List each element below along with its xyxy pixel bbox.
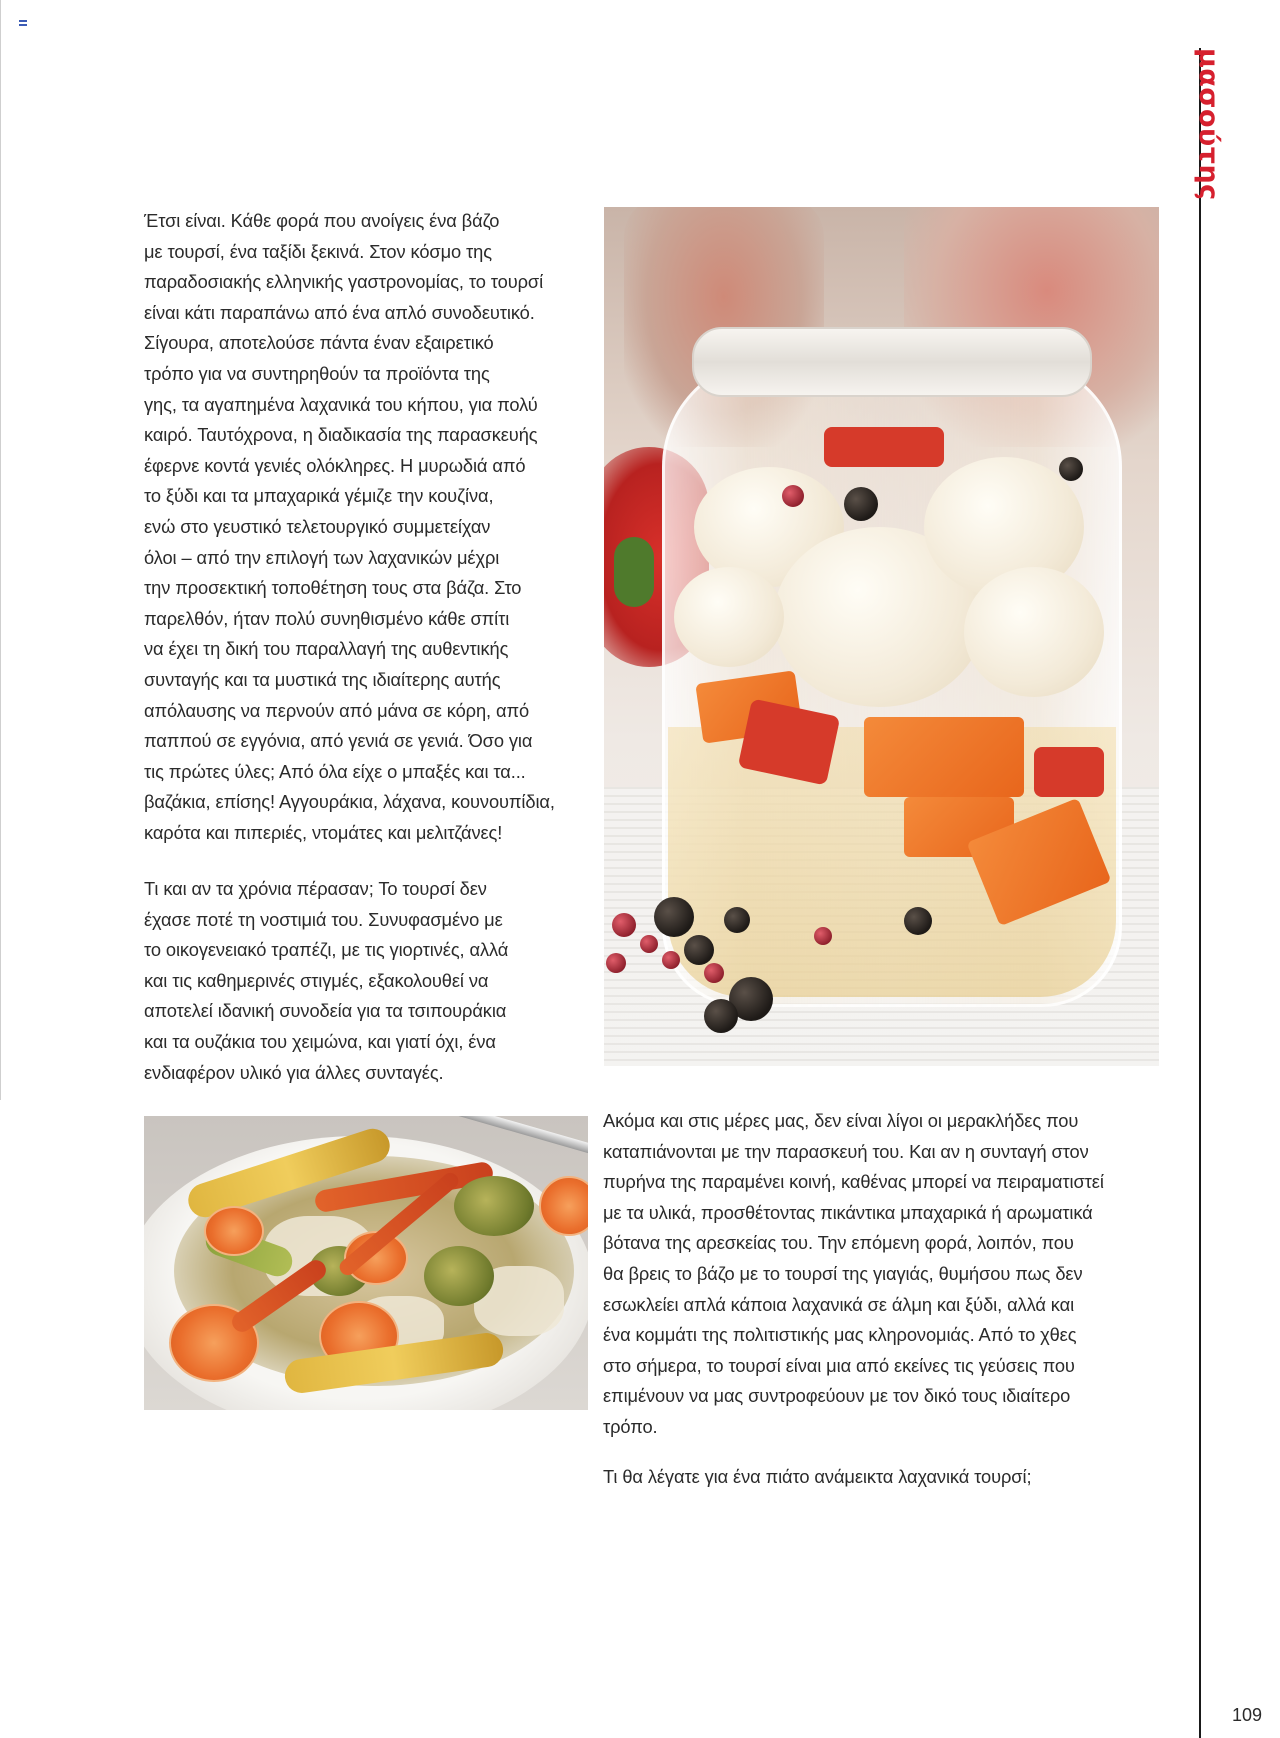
text-line: Έτσι είναι. Κάθε φορά που ανοίγεις ένα βάζο [144, 210, 500, 231]
article-paragraph-4 [603, 1462, 1031, 1493]
text-line: ένα κομμάτι της πολιτιστικής μας κληρονομιάς. Από το χθες [603, 1324, 1077, 1346]
text-line: αποτελεί ιδανική συνοδεία για τα τσιπουράκια [144, 1000, 507, 1022]
text-line: παραδοσιακής ελληνικής γαστρονομίας, το τουρσί [144, 271, 544, 293]
text-line: είναι κάτι παραπάνω από ένα απλό συνοδευτικό. [144, 301, 535, 323]
text-line: με τα υλικά, προσθέτοντας πικάντικα μπαχαρικά ή αρωματικά [603, 1201, 1093, 1223]
left-edge-divider [0, 0, 1, 1100]
text-line: Τι θα λέγατε για ένα πιάτο ανάμεικτα λαχανικά τουρσί; [603, 1466, 1032, 1487]
brand-logo: μασούτης [1193, 48, 1224, 201]
article-paragraph-3 [603, 1106, 1104, 1443]
text-line: Τι και αν τα χρόνια πέρασαν; Το τουρσί δεν [144, 878, 487, 899]
text-line: το ξύδι και τα μπαχαρικά γέμιζε την κουζίνα, [144, 485, 494, 507]
text-line: παππού σε εγγόνια, από γενιά σε γενιά. Όσο για [144, 730, 533, 752]
text-line: με τουρσί, ένα ταξίδι ξεκινά. Στον κόσμο της [144, 240, 492, 262]
text-line: συνταγής και τα μυστικά της ιδιαίτερης αυτής [144, 668, 501, 690]
text-line: και τα ουζάκια του χειμώνα, και γιατί όχι, ένα [144, 1030, 496, 1052]
text-line: τις πρώτες ύλες; Από όλα είχε ο μπαξές και τα... [144, 760, 526, 782]
text-line: τρόπο για να συντηρηθούν τα προϊόντα της [144, 362, 490, 384]
text-line: εσωκλείει απλά κάποια λαχανικά σε άλμη και ξύδι, αλλά και [603, 1293, 1075, 1315]
text-line: όλοι – από την επιλογή των λαχανικών μέχρι [144, 546, 500, 568]
text-line: καιρό. Ταυτόχρονα, η διαδικασία της παρασκευής [144, 424, 538, 446]
text-line: και τις καθημερινές στιγμές, εξακολουθεί να [144, 969, 489, 991]
text-line: βαζάκια, επίσης! Αγγουράκια, λάχανα, κουνουπίδια, [144, 791, 555, 813]
text-line: ενδιαφέρον υλικό για άλλες συνταγές. [144, 1061, 444, 1083]
menu-icon[interactable] [19, 20, 27, 26]
article-paragraph-1 [144, 206, 555, 848]
text-line: παρελθόν, ήταν πολύ συνηθισμένο κάθε σπίτι [144, 607, 510, 629]
right-margin-divider [1199, 48, 1201, 1738]
text-line: στο σήμερα, το τουρσί είναι μια από εκείνες τις γεύσεις που [603, 1354, 1075, 1376]
text-line: έχασε ποτέ τη νοστιμιά του. Συνυφασμένο με [144, 908, 503, 930]
text-line: πυρήνα της παραμένει κοινή, καθένας μπορεί να πειραματιστεί [603, 1171, 1104, 1193]
bowl-of-pickled-vegetables-photo [144, 1116, 588, 1410]
text-line: τρόπο. [603, 1415, 658, 1437]
text-line: το οικογενειακό τραπέζι, με τις γιορτινές, αλλά [144, 939, 509, 961]
article-paragraph-2 [144, 874, 508, 1088]
text-line: έφερνε κοντά γενιές ολόκληρες. Η μυρωδιά από [144, 454, 526, 476]
jar-of-pickled-vegetables-photo [604, 207, 1159, 1066]
text-line: γης, τα αγαπημένα λαχανικά του κήπου, για πολύ [144, 393, 538, 415]
text-line: Σίγουρα, αποτελούσε πάντα έναν εξαιρετικό [144, 332, 494, 354]
text-line: να έχει τη δική του παραλλαγή της αυθεντικής [144, 638, 509, 660]
text-line: επιμένουν να μας συντροφεύουν με τον δικό τους ιδιαίτερο [603, 1385, 1071, 1407]
text-line: απόλαυσης να περνούν από μάνα σε κόρη, από [144, 699, 530, 721]
text-line: την προσεκτική τοποθέτηση τους στα βάζα. Στο [144, 577, 522, 599]
text-line: θα βρεις το βάζο με το τουρσί της γιαγιάς, θυμήσου πως δεν [603, 1262, 1083, 1284]
text-line: Ακόμα και στις μέρες μας, δεν είναι λίγοι οι μερακλήδες που [603, 1110, 1079, 1131]
text-line: καρότα και πιπεριές, ντομάτες και μελιτζάνες! [144, 821, 503, 843]
page-number: 109 [1232, 1705, 1263, 1725]
text-line: καταπιάνονται με την παρασκευή του. Και αν η συνταγή στον [603, 1140, 1089, 1162]
text-line: βότανα της αρεσκείας του. Την επόμενη φορά, λοιπόν, που [603, 1232, 1074, 1254]
text-line: ενώ στο γευστικό τελετουργικό συμμετείχαν [144, 515, 491, 537]
